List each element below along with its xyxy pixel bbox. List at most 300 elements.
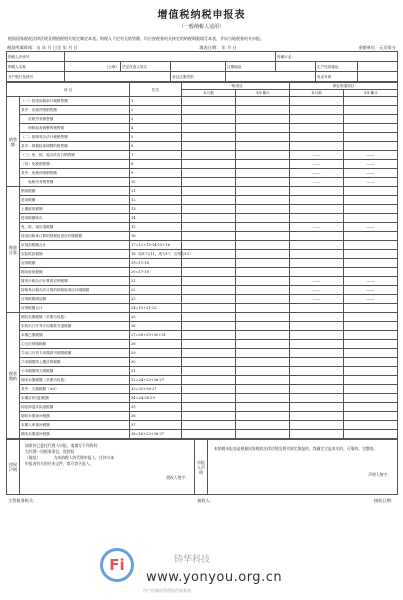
col-header-general: 一般项目: [182, 83, 290, 90]
tax-return-table: [6, 82, 398, 439]
authorizer-signature[interactable]: 授权人签字：: [166, 475, 189, 480]
amount-cell[interactable]: [236, 322, 290, 331]
amount-cell[interactable]: [344, 106, 398, 115]
row-item-label: 进项税额转出: [20, 214, 130, 223]
amount-cell[interactable]: [344, 241, 398, 250]
bank-account-field[interactable]: [65, 72, 171, 82]
row-item-label: 简易计税办法计算的应纳税额: [20, 277, 130, 286]
reg-type-field[interactable]: [226, 72, 316, 82]
row-item-label: （一）按适用税率计税销售额: [20, 97, 130, 106]
row-item-label: 免税劳务销售额: [20, 178, 130, 187]
col-header-immediate-month: 本月数: [290, 90, 344, 97]
dash-cell: ——: [290, 151, 344, 160]
table-row: [7, 124, 398, 133]
table-row: [7, 430, 398, 439]
dash-cell: ——: [290, 295, 344, 304]
row-item-label: 期初未缴查补税额: [20, 412, 130, 421]
row-line-number: 28: [130, 340, 182, 349]
row-item-label: ①分次预缴税额: [20, 340, 130, 349]
amount-cell[interactable]: [182, 286, 236, 295]
amount-cell[interactable]: [182, 160, 236, 169]
amount-cell[interactable]: [182, 277, 236, 286]
amount-cell[interactable]: [344, 142, 398, 151]
table-row: [7, 187, 398, 196]
section-label-tax_pay: 税款缴纳: [7, 313, 20, 439]
dash-cell: ——: [344, 169, 398, 178]
amount-cell[interactable]: [344, 196, 398, 205]
amount-cell[interactable]: [236, 277, 290, 286]
amount-cell[interactable]: [290, 97, 344, 106]
row-item-label: 销项税额: [20, 187, 130, 196]
amount-cell[interactable]: [236, 196, 290, 205]
col-header-general-ytd: 本年累计: [236, 90, 290, 97]
amount-cell[interactable]: [344, 430, 398, 439]
row-item-label: 应纳税额减征额: [20, 295, 130, 304]
amount-cell[interactable]: [182, 367, 236, 376]
table-row: [7, 331, 398, 340]
amount-cell[interactable]: [344, 358, 398, 367]
amount-cell[interactable]: [236, 142, 290, 151]
authorization-block: [20, 440, 195, 495]
amount-cell[interactable]: [236, 169, 290, 178]
row-item-label: 应纳税额: [20, 259, 130, 268]
amount-cell[interactable]: [344, 421, 398, 430]
watermark-brand: 铸华科技: [174, 554, 211, 565]
amount-cell[interactable]: [182, 214, 236, 223]
amount-cell[interactable]: [344, 97, 398, 106]
table-row: [7, 151, 398, 160]
amount-cell[interactable]: [182, 358, 236, 367]
amount-cell[interactable]: [236, 376, 290, 385]
row-item-label: 期初未缴税额（多缴为负数）: [20, 313, 130, 322]
amount-cell[interactable]: [236, 115, 290, 124]
amount-cell[interactable]: [290, 349, 344, 358]
amount-cell[interactable]: [236, 403, 290, 412]
amount-cell[interactable]: [182, 259, 236, 268]
amount-cell[interactable]: [236, 304, 290, 313]
amount-cell[interactable]: [290, 367, 344, 376]
amount-cell[interactable]: [182, 223, 236, 232]
row-line-number: 4: [130, 124, 182, 133]
amount-cell[interactable]: [344, 331, 398, 340]
table-row: [7, 286, 398, 295]
amount-cell[interactable]: [344, 403, 398, 412]
amount-cell[interactable]: [344, 115, 398, 124]
declarant-signature[interactable]: 声明人签字：: [368, 472, 391, 477]
row-line-number: 3: [130, 115, 182, 124]
amount-cell[interactable]: [344, 340, 398, 349]
row-line-number: 34=24-28-29: [130, 394, 182, 403]
amount-cell[interactable]: [344, 259, 398, 268]
amount-cell[interactable]: [182, 151, 236, 160]
table-row: [7, 268, 398, 277]
amount-cell[interactable]: [236, 394, 290, 403]
col-header-immediate: 即征即退项目: [290, 83, 398, 90]
receive-date-label: 接收日期：: [374, 498, 395, 503]
amount-cell[interactable]: [344, 232, 398, 241]
amount-cell[interactable]: [182, 331, 236, 340]
amount-cell[interactable]: [290, 394, 344, 403]
row-item-label: 其中：欠缴税额（≥0）: [20, 385, 130, 394]
row-line-number: 5: [130, 133, 182, 142]
row-item-label: 免、抵、退应退税额: [20, 223, 130, 232]
row-line-number: 2: [130, 106, 182, 115]
row-item-label: 按适用税率计算的纳税检查应补缴税额: [20, 232, 130, 241]
row-item-label: ②出口开具专用缴款书预缴税额: [20, 349, 130, 358]
amount-cell[interactable]: [182, 349, 236, 358]
authorization-title: 授权声明: [7, 440, 20, 495]
table-row: [7, 403, 398, 412]
amount-cell[interactable]: [236, 151, 290, 160]
row-line-number: 1: [130, 97, 182, 106]
taxpayer-id-field[interactable]: [65, 52, 276, 62]
amount-cell[interactable]: [182, 187, 236, 196]
taxpayer-id-label: 纳税人识别号: [7, 52, 65, 62]
amount-cell[interactable]: [182, 169, 236, 178]
amount-cell[interactable]: [290, 376, 344, 385]
table-row: [7, 196, 398, 205]
amount-cell[interactable]: [344, 250, 398, 259]
dash-cell: ——: [344, 295, 398, 304]
amount-cell[interactable]: [344, 394, 398, 403]
row-line-number: 27=28+29+30+31: [130, 331, 182, 340]
row-item-label: 进项税额: [20, 196, 130, 205]
amount-cell[interactable]: [236, 412, 290, 421]
row-line-number: 13: [130, 205, 182, 214]
row-line-number: 15: [130, 223, 182, 232]
amount-cell[interactable]: [182, 97, 236, 106]
amount-cell[interactable]: [290, 385, 344, 394]
row-item-label: 本期入库查补税额: [20, 421, 130, 430]
row-item-label: 按简易计税办法计算的纳税检查应补缴税额: [20, 286, 130, 295]
reg-address-field[interactable]: [276, 62, 316, 72]
amount-cell[interactable]: [236, 241, 290, 250]
amount-cell[interactable]: [182, 322, 236, 331]
section-label-tax_calc: 税款计算: [7, 187, 20, 313]
row-item-label: （二）按简易办法计税销售额: [20, 133, 130, 142]
fill-date-label: 填表日期： 年 月 日: [199, 45, 237, 50]
amount-cell[interactable]: [236, 214, 290, 223]
amount-cell[interactable]: [290, 340, 344, 349]
table-row: [7, 115, 398, 124]
amount-cell[interactable]: [344, 187, 398, 196]
amount-cell[interactable]: [182, 403, 236, 412]
amount-cell[interactable]: [290, 250, 344, 259]
amount-cell[interactable]: [236, 106, 290, 115]
amount-cell[interactable]: [344, 412, 398, 421]
row-item-label: 上期留抵税额: [20, 205, 130, 214]
amount-cell[interactable]: [344, 124, 398, 133]
legal-rep-field[interactable]: [171, 62, 226, 72]
row-item-label: （四）免税销售额: [20, 160, 130, 169]
col-header-line: 栏次: [130, 83, 182, 97]
row-line-number: 12: [130, 196, 182, 205]
authorization-text-3: （地址） 为本纳税人的代理申报人，任何与本: [25, 455, 115, 460]
amount-cell[interactable]: [182, 376, 236, 385]
dash-cell: ——: [290, 286, 344, 295]
row-item-label: 应纳税额合计: [20, 304, 130, 313]
amount-cell[interactable]: [290, 205, 344, 214]
amount-cell[interactable]: [290, 322, 344, 331]
row-line-number: 29: [130, 349, 182, 358]
dash-cell: ——: [290, 160, 344, 169]
amount-cell[interactable]: [344, 133, 398, 142]
tax-officer-label: 主管税务机关：: [8, 498, 38, 503]
amount-cell[interactable]: [236, 295, 290, 304]
table-row: [7, 133, 398, 142]
table-row: [7, 259, 398, 268]
row-line-number: 19=11-18: [130, 259, 182, 268]
row-item-label: 即征即退实际退税额: [20, 403, 130, 412]
amount-cell[interactable]: [182, 340, 236, 349]
amount-cell[interactable]: [290, 304, 344, 313]
table-row: [7, 214, 398, 223]
amount-cell[interactable]: [236, 340, 290, 349]
amount-cell[interactable]: [290, 331, 344, 340]
receiver-label: 接收人：: [197, 498, 215, 503]
amount-cell[interactable]: [182, 106, 236, 115]
row-item-label: 应抵扣税额合计: [20, 241, 130, 250]
section-label-sales: 销售额: [7, 97, 20, 187]
amount-cell[interactable]: [344, 268, 398, 277]
amount-cell[interactable]: [236, 187, 290, 196]
biz-address-field[interactable]: [358, 62, 398, 72]
amount-cell[interactable]: [182, 313, 236, 322]
table-row: [7, 160, 398, 169]
reg-address-label: 注册地址: [226, 62, 276, 72]
amount-cell[interactable]: [236, 385, 290, 394]
amount-cell[interactable]: [182, 430, 236, 439]
amount-cell[interactable]: [344, 214, 398, 223]
row-line-number: 10: [130, 178, 182, 187]
amount-cell[interactable]: [344, 349, 398, 358]
dash-cell: ——: [344, 223, 398, 232]
phone-field[interactable]: [358, 72, 398, 82]
amount-cell[interactable]: [290, 214, 344, 223]
watermark-url: www.yonyou.org.cn: [146, 570, 283, 585]
amount-cell[interactable]: [182, 115, 236, 124]
row-line-number: 18（如17<11，则为17，否则为11）: [130, 250, 182, 259]
row-line-number: 8: [130, 160, 182, 169]
industry-label[interactable]: 所属行业：: [276, 52, 398, 62]
row-line-number: 6: [130, 142, 182, 151]
amount-cell[interactable]: [236, 268, 290, 277]
amount-cell[interactable]: [182, 421, 236, 430]
amount-cell[interactable]: [182, 178, 236, 187]
amount-cell[interactable]: [290, 430, 344, 439]
amount-cell[interactable]: [290, 313, 344, 322]
amount-cell[interactable]: [182, 133, 236, 142]
form-note: 根据国家税收法律法规及增值税相关规定制定本表。纳税人不论有无销售额，均应按税务机关核定的纳税期限填写本表，并向当地税务机关申报。: [8, 36, 264, 41]
amount-cell[interactable]: [290, 403, 344, 412]
row-line-number: 33=25+26-27: [130, 385, 182, 394]
table-row: [7, 385, 398, 394]
amount-cell[interactable]: [182, 295, 236, 304]
amount-cell[interactable]: [236, 124, 290, 133]
dash-cell: ——: [344, 178, 398, 187]
table-row: [7, 367, 398, 376]
amount-cell[interactable]: [344, 304, 398, 313]
table-row: [7, 205, 398, 214]
tax-period-label: 税款所属时间：自 年 月 日至 年 月 日: [7, 45, 78, 50]
dash-cell: ——: [344, 160, 398, 169]
amount-cell[interactable]: [290, 412, 344, 421]
dash-cell: ——: [344, 277, 398, 286]
amount-cell[interactable]: [236, 250, 290, 259]
row-line-number: 35: [130, 403, 182, 412]
table-row: [7, 394, 398, 403]
row-item-label: 其中：免税货物销售额: [20, 169, 130, 178]
watermark-subtext: 用户信赖的管理软件服务商: [143, 588, 191, 593]
amount-cell[interactable]: [236, 178, 290, 187]
table-row: [7, 295, 398, 304]
table-row: [7, 358, 398, 367]
dash-cell: ——: [290, 169, 344, 178]
amount-cell[interactable]: [236, 430, 290, 439]
amount-cell[interactable]: [236, 160, 290, 169]
amount-cell[interactable]: [344, 322, 398, 331]
amount-cell[interactable]: [236, 421, 290, 430]
amount-cell[interactable]: [290, 358, 344, 367]
amount-cell[interactable]: [344, 376, 398, 385]
authorization-text-2: 为代理一切税务事宜，现授权: [25, 449, 75, 454]
table-row: [7, 340, 398, 349]
declaration-title: 申报人声明: [195, 440, 208, 495]
amount-cell[interactable]: [236, 358, 290, 367]
form-subtitle: （一般纳税人适用）: [178, 24, 224, 30]
amount-cell[interactable]: [290, 421, 344, 430]
row-line-number: 32=24+25+26-27: [130, 376, 182, 385]
dash-cell: ——: [290, 277, 344, 286]
row-line-number: 17=12+13-14-15+16: [130, 241, 182, 250]
table-row: [7, 223, 398, 232]
row-line-number: 7: [130, 151, 182, 160]
authorization-text-4: 申报表有关的往来文件，都可寄予此人。: [25, 461, 94, 466]
declaration-text: 本纳税申报表是根据国家税收法律法规及相关规定填报的，我确定它是真实的、可靠的、完整的。: [214, 446, 378, 451]
table-row: [7, 241, 398, 250]
amount-cell[interactable]: [236, 205, 290, 214]
row-line-number: 36: [130, 412, 182, 421]
row-item-label: 期末未缴查补税额: [20, 430, 130, 439]
amount-cell[interactable]: [290, 232, 344, 241]
declaration-block: [208, 440, 398, 495]
row-line-number: 9: [130, 169, 182, 178]
legal-rep-label: 法定代表人姓名: [121, 62, 171, 72]
table-row: [7, 169, 398, 178]
table-row: [7, 421, 398, 430]
row-line-number: 16: [130, 232, 182, 241]
col-header-general-month: 本月数: [182, 90, 236, 97]
amount-cell[interactable]: [236, 133, 290, 142]
amount-cell[interactable]: [182, 268, 236, 277]
dash-cell: ——: [344, 286, 398, 295]
amount-cell[interactable]: [236, 97, 290, 106]
tax-form-page: [6, 4, 397, 504]
row-line-number: 11: [130, 187, 182, 196]
table-row: [7, 412, 398, 421]
brand-logo-icon: Fi: [100, 548, 134, 582]
amount-cell[interactable]: [236, 349, 290, 358]
row-item-label: 应税劳务销售额: [20, 115, 130, 124]
row-line-number: 24=19+21-23: [130, 304, 182, 313]
seal-label[interactable]: （公章）: [65, 62, 121, 72]
row-item-label: （三）免、抵、退办法出口销售额: [20, 151, 130, 160]
row-line-number: 38=16+22+36-37: [130, 430, 182, 439]
amount-cell[interactable]: [236, 313, 290, 322]
row-item-label: 其中：纳税检查调整的销售额: [20, 142, 130, 151]
row-line-number: 23: [130, 295, 182, 304]
phone-label: 电话号码: [316, 72, 358, 82]
amount-cell[interactable]: [344, 313, 398, 322]
amount-cell[interactable]: [236, 286, 290, 295]
row-item-label: 其中：应税货物销售额: [20, 106, 130, 115]
row-item-label: 期末留抵税额: [20, 268, 130, 277]
amount-cell[interactable]: [344, 367, 398, 376]
table-row: [7, 178, 398, 187]
amount-cell[interactable]: [182, 412, 236, 421]
amount-cell[interactable]: [290, 241, 344, 250]
amount-cell[interactable]: [236, 232, 290, 241]
amount-cell[interactable]: [344, 385, 398, 394]
amount-cell[interactable]: [290, 268, 344, 277]
row-line-number: 21: [130, 277, 182, 286]
table-row: [7, 142, 398, 151]
amount-cell[interactable]: [182, 142, 236, 151]
amount-cell[interactable]: [182, 232, 236, 241]
amount-cell[interactable]: [182, 394, 236, 403]
amount-cell[interactable]: [290, 133, 344, 142]
amount-cell[interactable]: [290, 196, 344, 205]
amount-cell[interactable]: [290, 106, 344, 115]
amount-cell[interactable]: [182, 205, 236, 214]
bank-account-label: 开户银行及账号: [7, 72, 65, 82]
amount-cell[interactable]: [236, 259, 290, 268]
amount-cell[interactable]: [290, 142, 344, 151]
form-footer: [6, 498, 397, 504]
amount-cell[interactable]: [290, 187, 344, 196]
amount-cell[interactable]: [182, 241, 236, 250]
table-row: [7, 250, 398, 259]
amount-cell[interactable]: [182, 124, 236, 133]
amount-cell[interactable]: [236, 331, 290, 340]
amount-cell[interactable]: [290, 115, 344, 124]
amount-cell[interactable]: [182, 385, 236, 394]
declaration-table: [6, 439, 398, 495]
table-row: [7, 106, 398, 115]
amount-unit-label: 金额单位：元至角分: [358, 45, 396, 50]
row-item-label: 本期应补(退)税额: [20, 394, 130, 403]
col-header-item: 项 目: [7, 83, 130, 97]
row-item-label: 实收出口开具专用缴款书退税额: [20, 322, 130, 331]
table-row: [7, 277, 398, 286]
authorization-text-1: 如果你已委托代理人申报，请填写下列资料：: [25, 443, 101, 448]
dash-cell: ——: [290, 178, 344, 187]
amount-cell[interactable]: [182, 196, 236, 205]
amount-cell[interactable]: [182, 304, 236, 313]
amount-cell[interactable]: [236, 367, 290, 376]
row-line-number: 31: [130, 367, 182, 376]
row-item-label: ③本期缴纳上期应纳税额: [20, 358, 130, 367]
row-line-number: 26: [130, 322, 182, 331]
taxpayer-name-label: 纳税人名称: [7, 62, 65, 72]
table-row: [7, 322, 398, 331]
table-row: [7, 349, 398, 358]
amount-cell[interactable]: [290, 259, 344, 268]
row-line-number: 30: [130, 358, 182, 367]
amount-cell[interactable]: [344, 205, 398, 214]
amount-cell[interactable]: [236, 223, 290, 232]
amount-cell[interactable]: [290, 124, 344, 133]
